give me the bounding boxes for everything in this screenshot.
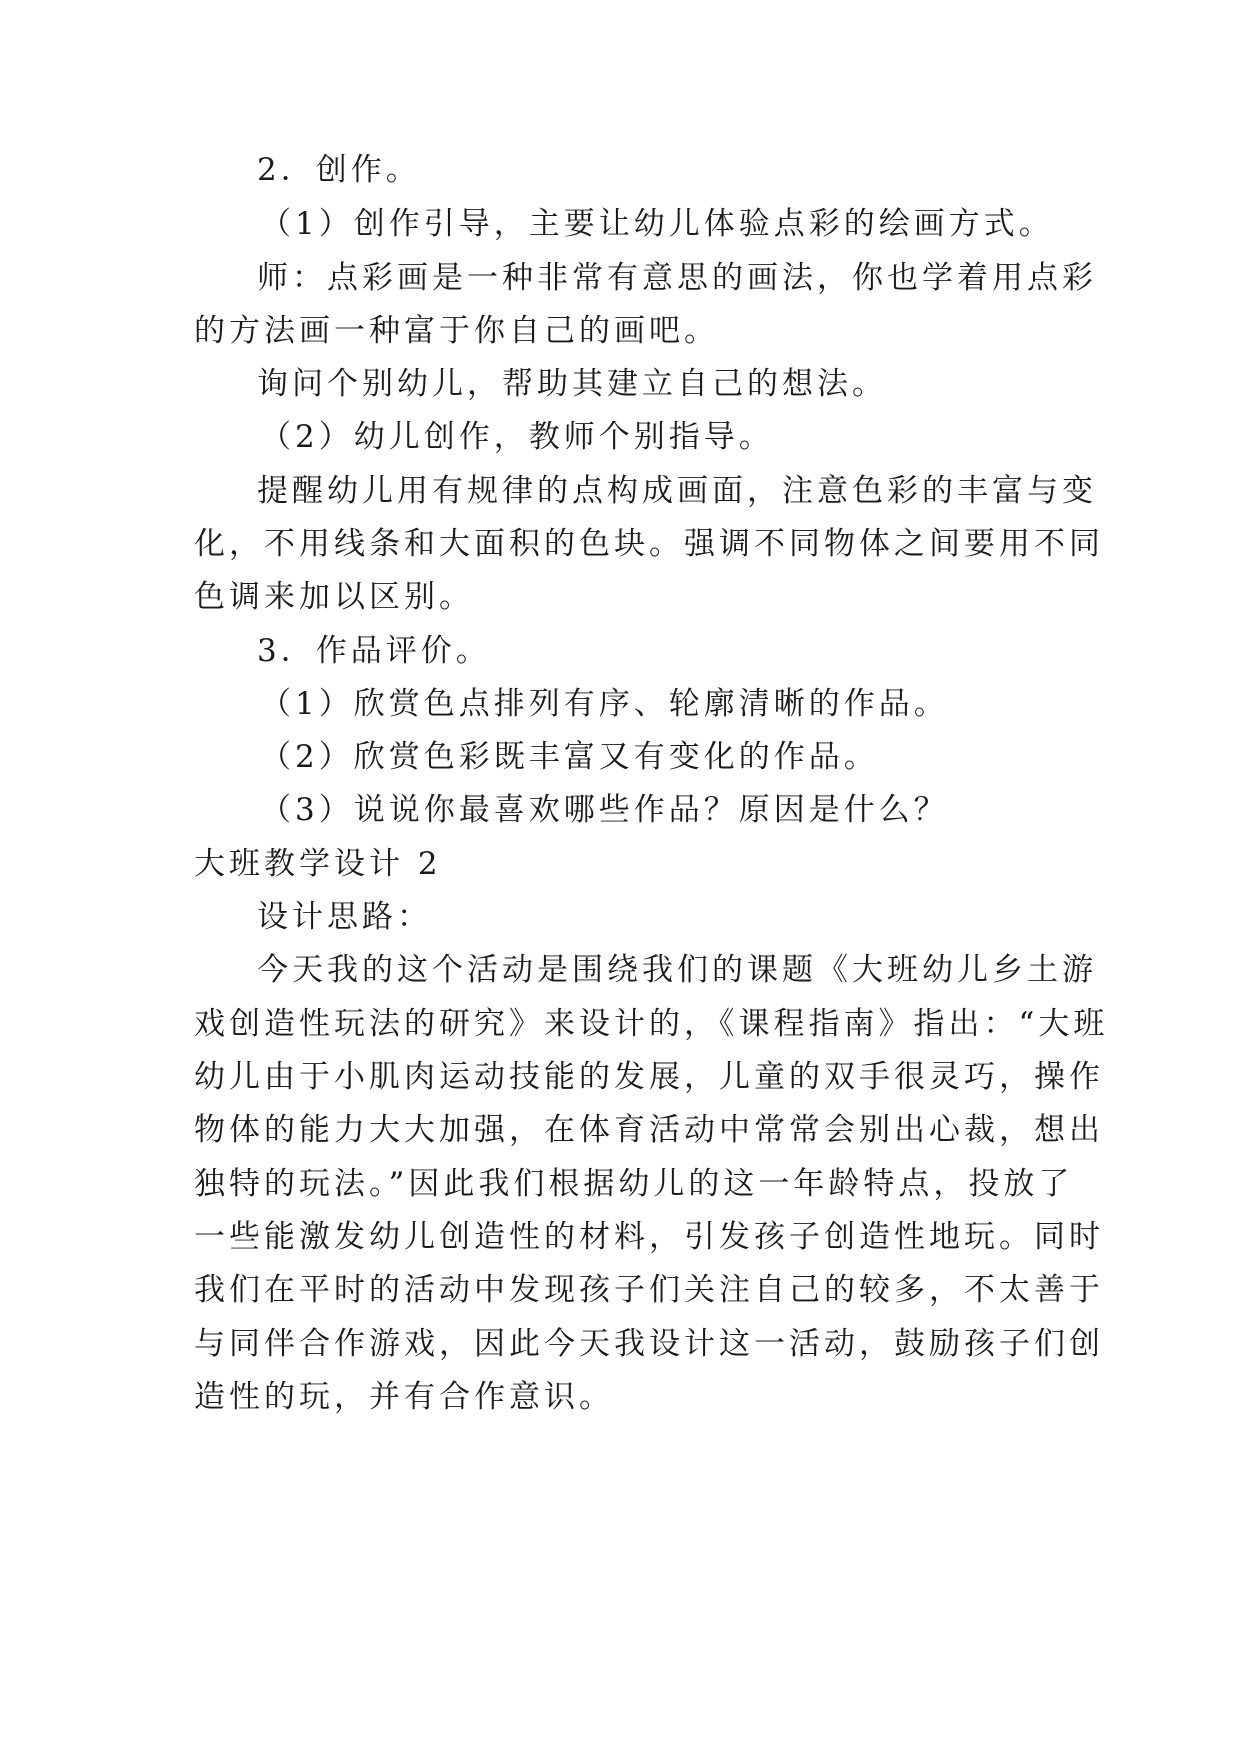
section-heading-evaluation: 3．作品评价。 bbox=[257, 633, 491, 669]
paragraph-line: 物体的能力大大加强，在体育活动中常常会别出心裁，想出 bbox=[194, 1112, 1104, 1148]
paragraph-line: 造性的玩，并有合作意识。 bbox=[194, 1379, 614, 1415]
paragraph-line: 与同伴合作游戏，因此今天我设计这一活动，鼓励孩子们创 bbox=[194, 1326, 1104, 1362]
paragraph-line: 今天我的这个活动是围绕我们的课题《大班幼儿乡土游 bbox=[257, 952, 1097, 988]
list-item-creation-guide: （1）创作引导，主要让幼儿体验点彩的绘画方式。 bbox=[260, 206, 1054, 242]
paragraph-line: 幼儿由于小肌肉运动技能的发展，儿童的双手很灵巧，操作 bbox=[194, 1059, 1104, 1095]
paragraph-line: 我们在平时的活动中发现孩子们关注自己的较多，不太善于 bbox=[194, 1272, 1104, 1308]
paragraph-line: 独特的玩法。”因此我们根据幼儿的这一年龄特点，投放了 bbox=[194, 1166, 1074, 1202]
design-label: 设计思路： bbox=[257, 899, 432, 935]
paragraph-line: 提醒幼儿用有规律的点构成画面，注意色彩的丰富与变 bbox=[257, 473, 1097, 509]
list-item-eval-2: （2）欣赏色彩既丰富又有变化的作品。 bbox=[260, 739, 879, 775]
paragraph-line: 的方法画一种富于你自己的画吧。 bbox=[194, 313, 719, 349]
paragraph-line: 师：点彩画是一种非常有意思的画法，你也学着用点彩 bbox=[257, 260, 1097, 296]
paragraph-line: 询问个别幼儿，帮助其建立自己的想法。 bbox=[257, 366, 887, 402]
paragraph-line: 一些能激发幼儿创造性的材料，引发孩子创造性地玩。同时 bbox=[194, 1219, 1104, 1255]
paragraph-line: 化，不用线条和大面积的色块。强调不同物体之间要用不同 bbox=[194, 526, 1104, 562]
list-item-eval-1: （1）欣赏色点排列有序、轮廓清晰的作品。 bbox=[260, 686, 949, 722]
paragraph-line: 色调来加以区别。 bbox=[194, 579, 474, 615]
paragraph-line: 戏创造性玩法的研究》来设计的，《课程指南》指出：“大班 bbox=[194, 1006, 1109, 1042]
document-heading: 大班教学设计 2 bbox=[194, 846, 442, 882]
section-heading-creation: 2．创作。 bbox=[257, 152, 421, 188]
list-item-child-creation: （2）幼儿创作，教师个别指导。 bbox=[260, 419, 774, 455]
list-item-eval-3: （3）说说你最喜欢哪些作品？原因是什么？ bbox=[260, 792, 949, 828]
